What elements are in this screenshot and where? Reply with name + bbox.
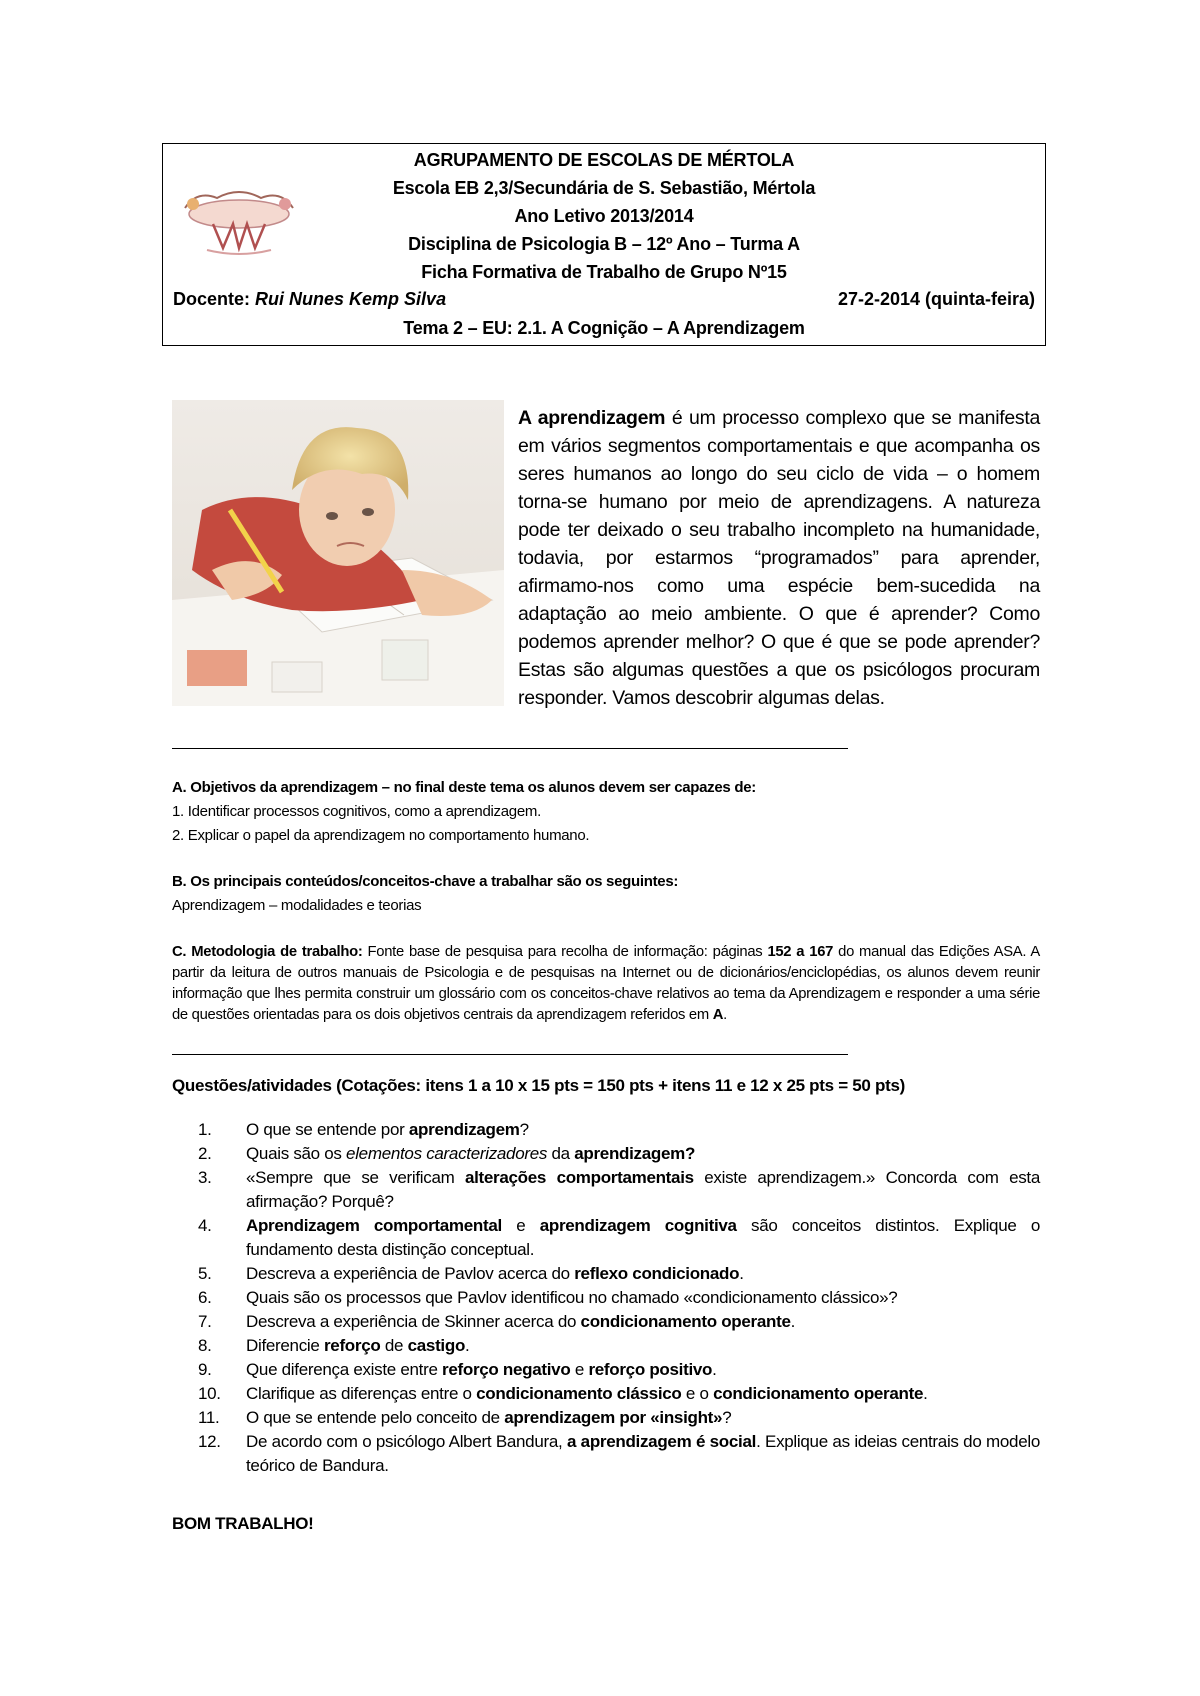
- question-text: Quais são os processos que Pavlov identificou no chamado «condicionamento clássico»?: [246, 1288, 898, 1307]
- question-text: De acordo com o psicólogo Albert Bandura, a aprendizagem é social. Explique as ideias centrais do modelo teórico de Bandura.: [246, 1432, 1040, 1475]
- section-c-ref: A: [712, 1007, 724, 1023]
- question-number: 8.: [198, 1336, 212, 1355]
- question-number: 5.: [198, 1264, 212, 1283]
- question-number: 3.: [198, 1168, 212, 1187]
- question-item: [198, 1382, 1040, 1406]
- question-number: 7.: [198, 1312, 212, 1331]
- separator-line: [172, 748, 848, 750]
- intro-lead: A aprendizagem: [518, 407, 666, 429]
- question-item: [198, 1430, 1040, 1478]
- question-item: [198, 1118, 1040, 1142]
- question-item: [198, 1214, 1040, 1262]
- section-a-title: A. Objetivos da aprendizagem – no final deste tema os alunos devem ser capazes de:: [172, 779, 756, 796]
- section-a-item: 2. Explicar o papel da aprendizagem no comportamento humano.: [172, 827, 590, 844]
- intro-paragraph: [172, 404, 1040, 712]
- section-b: [172, 870, 1040, 918]
- question-item: [198, 1286, 1040, 1310]
- photo-spacer: [172, 404, 518, 712]
- theme-title: Tema 2 – EU: 2.1. A Cognição – A Aprendizagem: [403, 318, 805, 338]
- teacher-label: Docente:: [173, 289, 251, 309]
- section-a: [172, 776, 1040, 848]
- teacher-name: Rui Nunes Kemp Silva: [255, 289, 447, 309]
- questions-title: Questões/atividades (Cotações: itens 1 a 10 x 15 pts = 150 pts + itens 11 e 12 x 25 pts = 50 pts): [172, 1076, 905, 1095]
- question-item: [198, 1262, 1040, 1286]
- section-b-title: B. Os principais conteúdos/conceitos-chave a trabalhar são os seguintes:: [172, 873, 679, 890]
- question-text: Descreva a experiência de Pavlov acerca do reflexo condicionado.: [246, 1264, 744, 1283]
- section-c-text: .: [723, 1007, 727, 1023]
- teacher: [173, 287, 446, 311]
- closing-message: BOM TRABALHO!: [172, 1514, 314, 1533]
- question-text: Diferencie reforço de castigo.: [246, 1336, 470, 1355]
- question-text: Aprendizagem comportamental e aprendizagem cognitiva são conceitos distintos. Explique o fundamento desta distinção conceptual.: [246, 1216, 1040, 1259]
- questions-list: [198, 1118, 1040, 1478]
- worksheet-date: 27-2-2014 (quinta-feira): [837, 289, 1035, 309]
- section-c-title: C. Metodologia de trabalho:: [172, 944, 363, 960]
- section-b-text: Aprendizagem – modalidades e teorias: [172, 897, 422, 914]
- worksheet-title: Ficha Formativa de Trabalho de Grupo Nº15: [421, 262, 787, 282]
- question-text: Quais são os elementos caracterizadores da aprendizagem?: [246, 1144, 696, 1163]
- section-c-text: do manual das Edições ASA. A partir da leitura de outros manuais de Psicologia e de pesquisas na Internet ou de dicionários/enciclopédias, os alunos devem reunir informação que lhes permita construir um glossário com os conceitos-chave relativos ao tema da Aprendizagem e responder a uma série de questões orientadas para os dois objetivos centrais da aprendizagem referidos em: [172, 944, 1040, 1023]
- intro-body: é um processo complexo que se manifesta em vários segmentos comportamentais e que acompanha os seres humanos ao longo do seu ciclo de vida – o homem torna-se humano por meio de aprendizagens. A natureza pode ter deixado o seu trabalho incompleto na humanidade, todavia, por estarmos “programados” para aprender, afirmamo-nos como uma espécie bem-sucedida na adaptação ao meio ambiente. O que é aprender? Como podemos aprender melhor? O que é que se pode aprender? Estas são algumas questões a que os psicólogos procuram responder. Vamos descobrir algumas delas.: [518, 407, 1041, 709]
- question-text: Clarifique as diferenças entre o condicionamento clássico e o condicionamento operante.: [246, 1384, 928, 1403]
- question-text: «Sempre que se verificam alterações comportamentais existe aprendizagem.» Concorda com esta afirmação? Porquê?: [246, 1168, 1040, 1211]
- section-c-pages: 152 a 167: [767, 944, 834, 960]
- section-a-item: 1. Identificar processos cognitivos, como a aprendizagem.: [172, 803, 541, 820]
- question-number: 1.: [198, 1120, 212, 1139]
- question-number: 9.: [198, 1360, 212, 1379]
- school-name: Escola EB 2,3/Secundária de S. Sebastião, Mértola: [392, 178, 816, 198]
- teacher-date-row: [173, 287, 1035, 311]
- separator-line: [172, 1054, 848, 1056]
- question-text: O que se entende por aprendizagem?: [246, 1120, 529, 1139]
- question-item: [198, 1334, 1040, 1358]
- question-item: [198, 1406, 1040, 1430]
- question-number: 6.: [198, 1288, 212, 1307]
- document-header: [162, 143, 1046, 346]
- school-group-title: AGRUPAMENTO DE ESCOLAS DE MÉRTOLA: [413, 150, 795, 170]
- question-number: 4.: [198, 1216, 212, 1235]
- question-item: [198, 1142, 1040, 1166]
- question-text: Descreva a experiência de Skinner acerca do condicionamento operante.: [246, 1312, 796, 1331]
- school-year: Ano Letivo 2013/2014: [514, 206, 694, 226]
- question-number: 2.: [198, 1144, 212, 1163]
- question-item: [198, 1358, 1040, 1382]
- question-number: 11.: [198, 1408, 220, 1427]
- discipline: Disciplina de Psicologia B – 12º Ano – Turma A: [408, 234, 800, 254]
- question-number: 10.: [198, 1384, 221, 1403]
- question-number: 12.: [198, 1432, 221, 1451]
- question-text: Que diferença existe entre reforço negativo e reforço positivo.: [246, 1360, 717, 1379]
- question-item: [198, 1166, 1040, 1214]
- question-text: O que se entende pelo conceito de aprendizagem por «insight»?: [246, 1408, 732, 1427]
- section-c-text: Fonte base de pesquisa para recolha de informação: páginas: [362, 944, 768, 960]
- question-item: [198, 1310, 1040, 1334]
- section-c: [172, 942, 1040, 1026]
